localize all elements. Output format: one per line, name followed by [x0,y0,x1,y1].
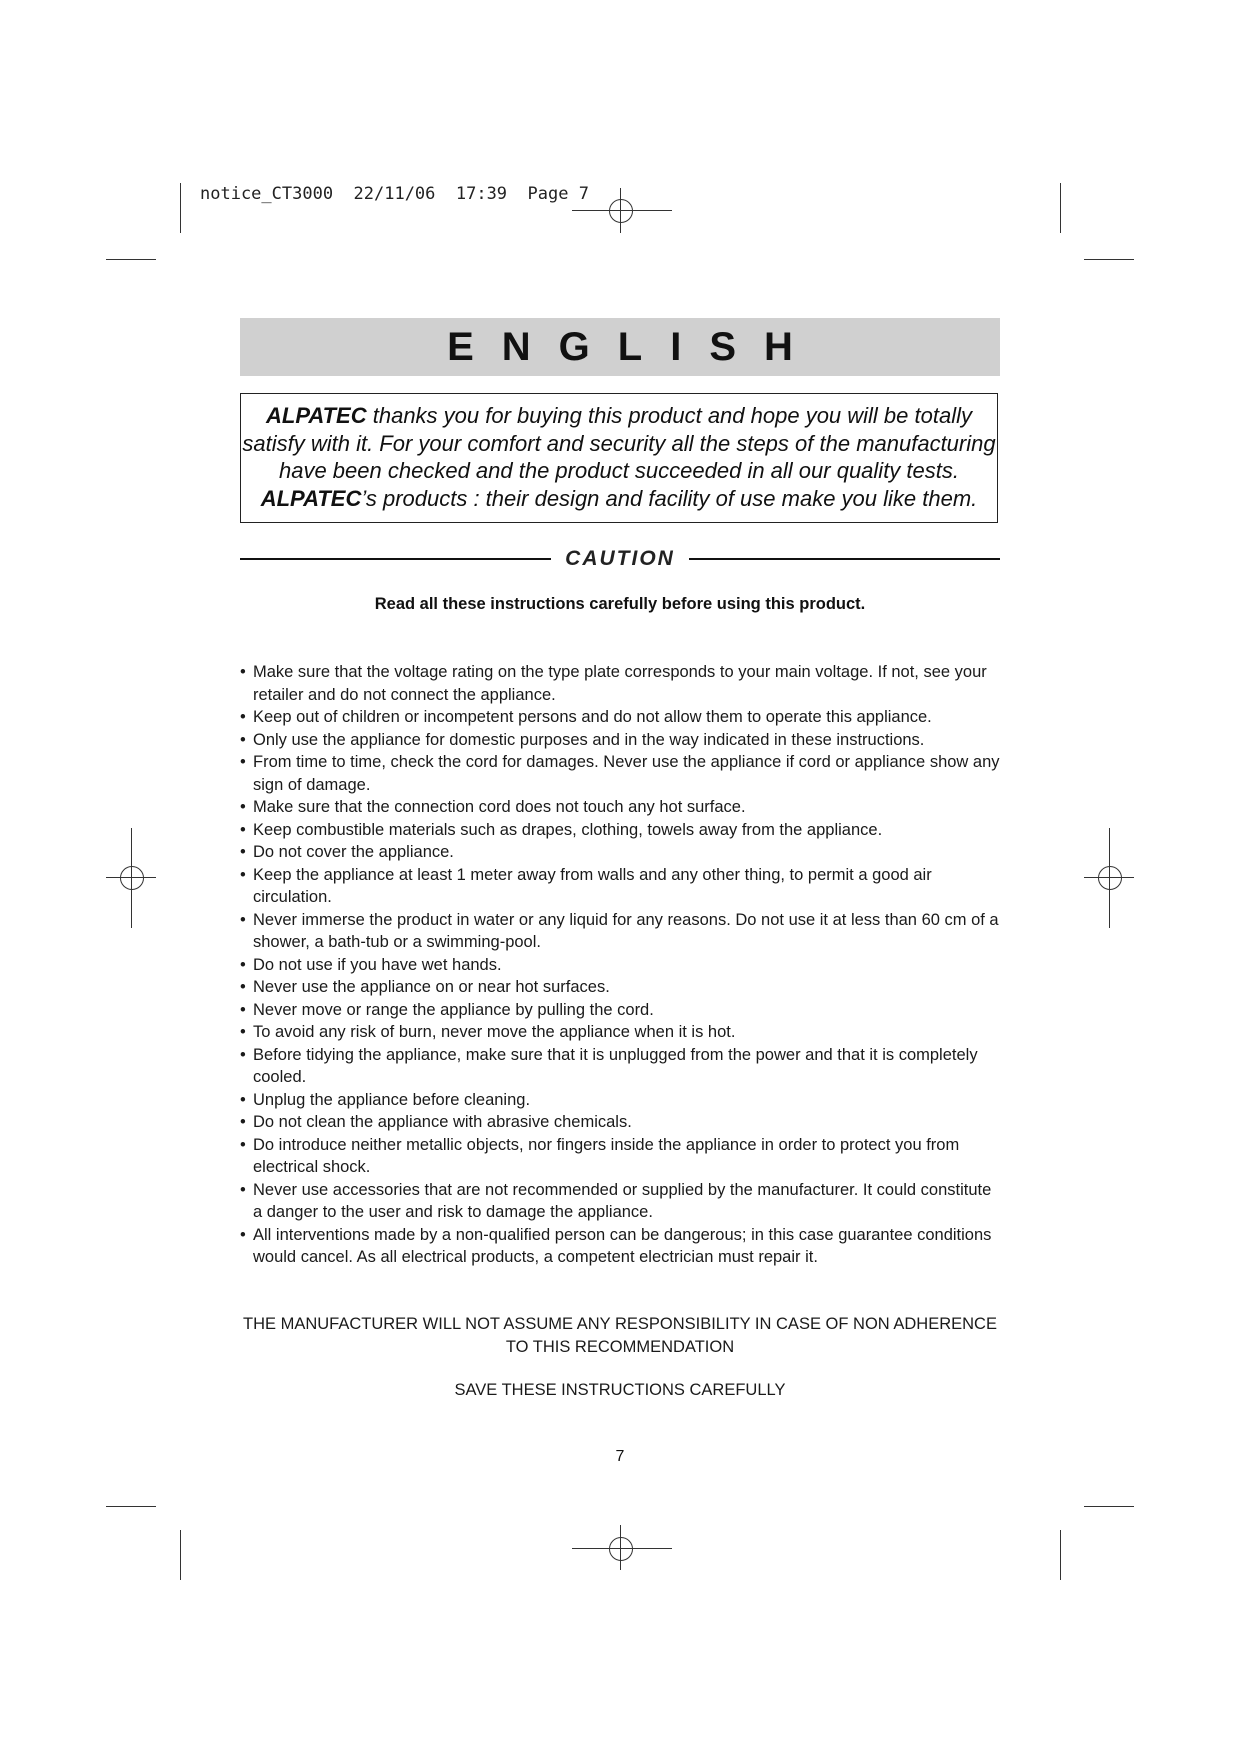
crop-mark [106,1506,156,1507]
instruction-item [240,954,1000,977]
crop-mark [180,1530,181,1580]
instruction-text: From time to time, check the cord for damages. Never use the appliance if cord or appliance show any sign of damage. [253,753,1000,794]
instruction-item [240,661,1000,706]
responsibility-warning: THE MANUFACTURER WILL NOT ASSUME ANY RESPONSIBILITY IN CASE OF NON ADHERENCE TO THIS RECOMMENDATION [243,1315,997,1356]
instruction-item [240,1224,1000,1269]
instruction-text: Make sure that the voltage rating on the type plate corresponds to your main voltage. If not, see your retailer and do not connect the appliance. [253,663,987,704]
instruction-item [240,1111,1000,1134]
bullet-icon: • [240,1090,246,1109]
instruction-item [240,976,1000,999]
bullet-icon: • [240,1135,246,1154]
bullet-icon: • [240,708,246,726]
intro-line: ALPATEC’s products : their design and facility of use make you like them. [260,485,978,511]
instruction-text: Before tidying the appliance, make sure that it is unplugged from the power and that it is completely cooled. [253,1045,978,1086]
page-number: 7 [615,1448,625,1465]
instruction-text: Keep the appliance at least 1 meter away from walls and any other thing, to permit a good air circulation. [253,865,932,906]
bullet-icon: • [240,730,246,749]
intro-line: satisfy with it. For your comfort and security all the steps of the manufacturing [242,430,996,456]
instruction-text: Do introduce neither metallic objects, nor fingers inside the appliance in order to protect you from electrical shock. [253,1135,960,1176]
bullet-icon: • [240,1045,246,1064]
language-banner [240,318,1000,376]
safety-instructions-list [240,661,1000,1269]
instruction-item [240,999,1000,1022]
intro-line: have been checked and the product succeeded in all our quality tests. [278,458,959,483]
instruction-text: Never use accessories that are not recommended or supplied by the manufacturer. It could constitute a danger to the user and risk to damage the appliance. [253,1180,992,1221]
crosshair-icon [1098,866,1122,890]
crosshair-icon [609,199,633,223]
divider [240,558,551,560]
instruction-item [240,841,1000,864]
crosshair-icon [609,1537,633,1561]
language-title: ENGLISH [447,324,821,369]
crop-mark [1060,1530,1061,1580]
instruction-item [240,706,1000,729]
bullet-icon: • [240,1023,246,1041]
instruction-text: Never use the appliance on or near hot surfaces. [253,978,610,996]
instruction-text: Only use the appliance for domestic purposes and in the way indicated in these instructions. [253,730,925,749]
bullet-icon: • [240,1113,246,1131]
intro-box [240,393,998,523]
bullet-icon: • [240,1180,246,1199]
instruction-item [240,864,1000,909]
instruction-item [240,751,1000,796]
instruction-item [240,1021,1000,1044]
intro-line: ALPATEC thanks you for buying this product and hope you will be totally [266,403,972,428]
bullet-icon: • [240,910,246,929]
instruction-item [240,909,1000,954]
brand-name: ALPATEC [266,403,367,428]
bullet-icon: • [240,1000,246,1019]
instruction-text: Never immerse the product in water or any liquid for any reasons. Do not use it at less than 60 cm of a shower, a bath-tub or a swimming-pool. [253,910,999,951]
crosshair-icon [120,866,144,890]
instruction-item [240,1089,1000,1112]
instruction-item [240,1134,1000,1179]
instruction-item [240,1044,1000,1089]
instruction-text: To avoid any risk of burn, never move the appliance when it is hot. [253,1023,736,1041]
read-instructions-note: Read all these instructions carefully before using this product. [374,595,866,613]
instruction-item [240,819,1000,842]
instruction-text: Keep out of children or incompetent persons and do not allow them to operate this appliance. [253,708,932,726]
crop-mark [1084,259,1134,260]
bullet-icon: • [240,843,246,861]
instruction-text: All interventions made by a non-qualified person can be dangerous; in this case guarantee conditions would cancel. As all electrical products, a competent electrician must repair it. [253,1225,992,1266]
bullet-icon: • [240,663,246,681]
crop-mark [106,259,156,260]
divider [689,558,1000,560]
instruction-text: Keep combustible materials such as drapes, clothing, towels away from the appliance. [253,820,883,839]
instruction-text: Unplug the appliance before cleaning. [253,1090,531,1109]
bullet-icon: • [240,820,246,839]
crop-mark [1084,1506,1134,1507]
crop-mark [1060,183,1061,233]
bullet-icon: • [240,1225,246,1244]
bullet-icon: • [240,955,246,974]
instruction-text: Do not use if you have wet hands. [253,955,502,974]
bullet-icon: • [240,753,246,771]
instruction-text: Do not clean the appliance with abrasive chemicals. [253,1113,632,1131]
instruction-text: Make sure that the connection cord does not touch any hot surface. [253,798,746,816]
bullet-icon: • [240,798,246,816]
bullet-icon: • [240,978,246,996]
brand-name: ALPATEC [260,485,362,511]
bullet-icon: • [240,865,246,884]
print-slug: notice_CT3000 22/11/06 17:39 Page 7 [200,184,589,204]
caution-label: CAUTION [565,547,675,570]
crop-mark [180,183,181,233]
instruction-text: Do not cover the appliance. [253,843,454,861]
caution-heading [240,544,1000,574]
instruction-item [240,796,1000,819]
instruction-item [240,729,1000,752]
instruction-item [240,1179,1000,1224]
save-instructions-note: SAVE THESE INSTRUCTIONS CAREFULLY [454,1381,786,1399]
instruction-text: Never move or range the appliance by pulling the cord. [253,1000,654,1019]
